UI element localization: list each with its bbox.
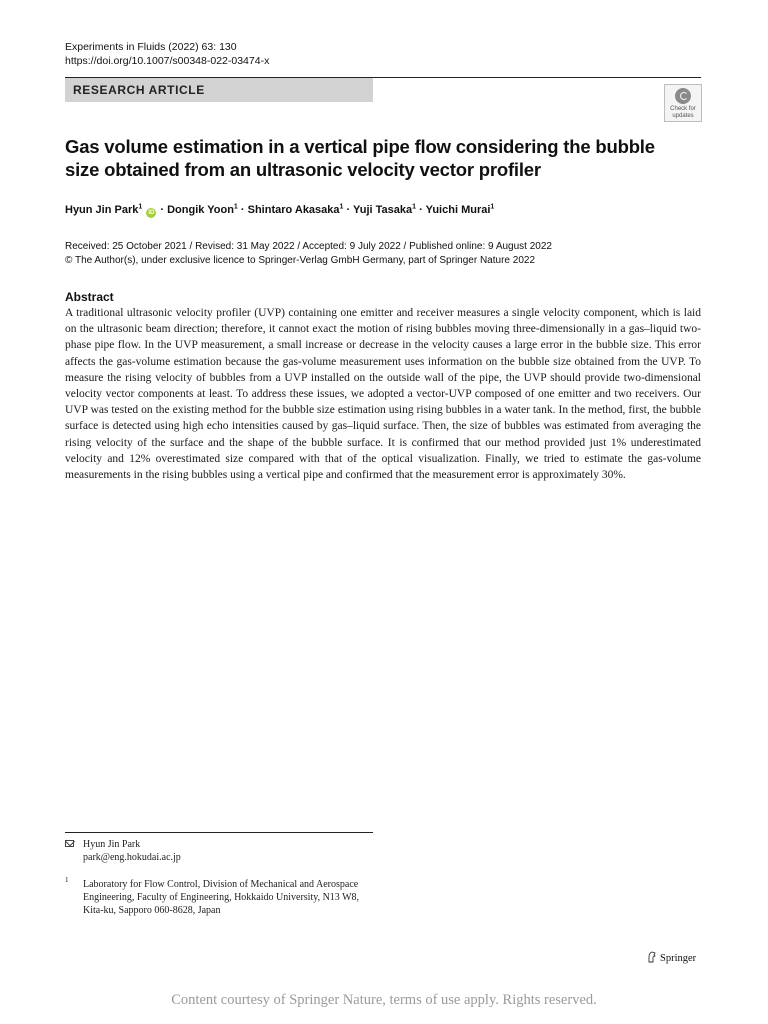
updates-icon <box>675 88 691 104</box>
author-name[interactable]: Yuji Tasaka <box>353 204 413 216</box>
footnote-rule <box>65 832 373 833</box>
doi-link[interactable]: https://doi.org/10.1007/s00348-022-03474-x <box>65 55 270 67</box>
author-affiliation-mark: 1 <box>233 203 238 211</box>
springer-horse-icon <box>647 951 657 963</box>
courtesy-notice: Content courtesy of Springer Nature, terms of use apply. Rights reserved. <box>171 992 597 1008</box>
affiliation-mark: 1 <box>65 876 69 884</box>
abstract-text: A traditional ultrasonic velocity profiler (UVP) containing one emitter and receiver measures a single velocity component, which is laid on the ultrasonic beam direction; therefore, it cannot exact the motion of rising bubbles moving three-dimensionally in a gas–liquid two-phase pipe flow. In the UVP measurement, a small increase or decrease in the velocity causes a large error in the bubble size. This error affects the gas-volume estimation because the gas-volume measurement uses information on the bubble size obtained from the UVP. To measure the rising velocity of bubbles from a UVP installed on the outside wall of the pipe, the UVP should provide two-dimensional velocity vector components at least. To address these issues, we adopted a vector-UVP composed of one emitter and two receivers. Our UVP was tested on the existing method for the bubble size estimation using rising bubbles in a water tank. In the method, first, the bubble surface is detected using high echo intensities caused by gas–liquid surface. Then, the size of bubbles was estimated from averaging the rising velocity of the surface and the shape of the bubble surface. It is confirmed that our method provided just 1% underestimated velocity and 12% overestimated size compared with that of the optical visualization. Finally, we tried to estimate the gas-volume measurements in the rising bubbles using a vertical pipe and confirmed that the measurement error is approximately 30%. <box>65 307 701 482</box>
corresponding-author-email[interactable]: park@eng.hokudai.ac.jp <box>83 852 181 863</box>
publisher-name: Springer <box>660 953 697 964</box>
journal-citation: Experiments in Fluids (2022) 63: 130 <box>65 41 237 53</box>
author-affiliation-mark: 1 <box>138 203 143 211</box>
author-affiliation-mark: 1 <box>490 203 495 211</box>
author-name[interactable]: Hyun Jin Park <box>65 204 139 216</box>
updates-label: Check for updates <box>670 106 696 119</box>
check-for-updates-badge[interactable] <box>664 84 702 122</box>
author-name[interactable]: Dongik Yoon <box>167 204 234 216</box>
paper-title: Gas volume estimation in a vertical pipe flow considering the bubble size obtained from an ultrasonic velocity vector profiler <box>65 136 655 180</box>
affiliation-text: Laboratory for Flow Control, Division of Mechanical and Aerospace Engineering, Faculty of Engineering, Hokkaido University, N13 W8, Kita-ku, Sapporo 060-8628, Japan <box>83 879 360 916</box>
abstract-heading: Abstract <box>65 290 114 304</box>
dates-line: Received: 25 October 2021 / Revised: 31 May 2022 / Accepted: 9 July 2022 / Published online: 9 August 2022 <box>65 241 552 252</box>
corresponding-author-name: Hyun Jin Park <box>83 839 141 850</box>
publisher-logo <box>647 951 696 964</box>
envelope-icon <box>65 840 74 847</box>
author-name[interactable]: Yuichi Murai <box>425 204 491 216</box>
article-type-banner: RESEARCH ARTICLE <box>65 78 373 102</box>
orcid-icon[interactable]: iD <box>148 210 155 216</box>
author-affiliation-mark: 1 <box>412 203 417 211</box>
author-list: Hyun Jin Park$^1$ iD · Dongik Yoon$^1$ · Shintaro Akasaka$^1$ · Yuji Tasaka$^1$ · Yuichi Murai$^1$ <box>65 203 495 216</box>
author-affiliation-mark: 1 <box>339 203 344 211</box>
publication-history <box>65 240 552 268</box>
copyright-line: © The Author(s), under exclusive licence to Springer-Verlag GmbH Germany, part of Springer Nature 2022 <box>65 255 535 266</box>
author-name[interactable]: Shintaro Akasaka <box>247 204 340 216</box>
